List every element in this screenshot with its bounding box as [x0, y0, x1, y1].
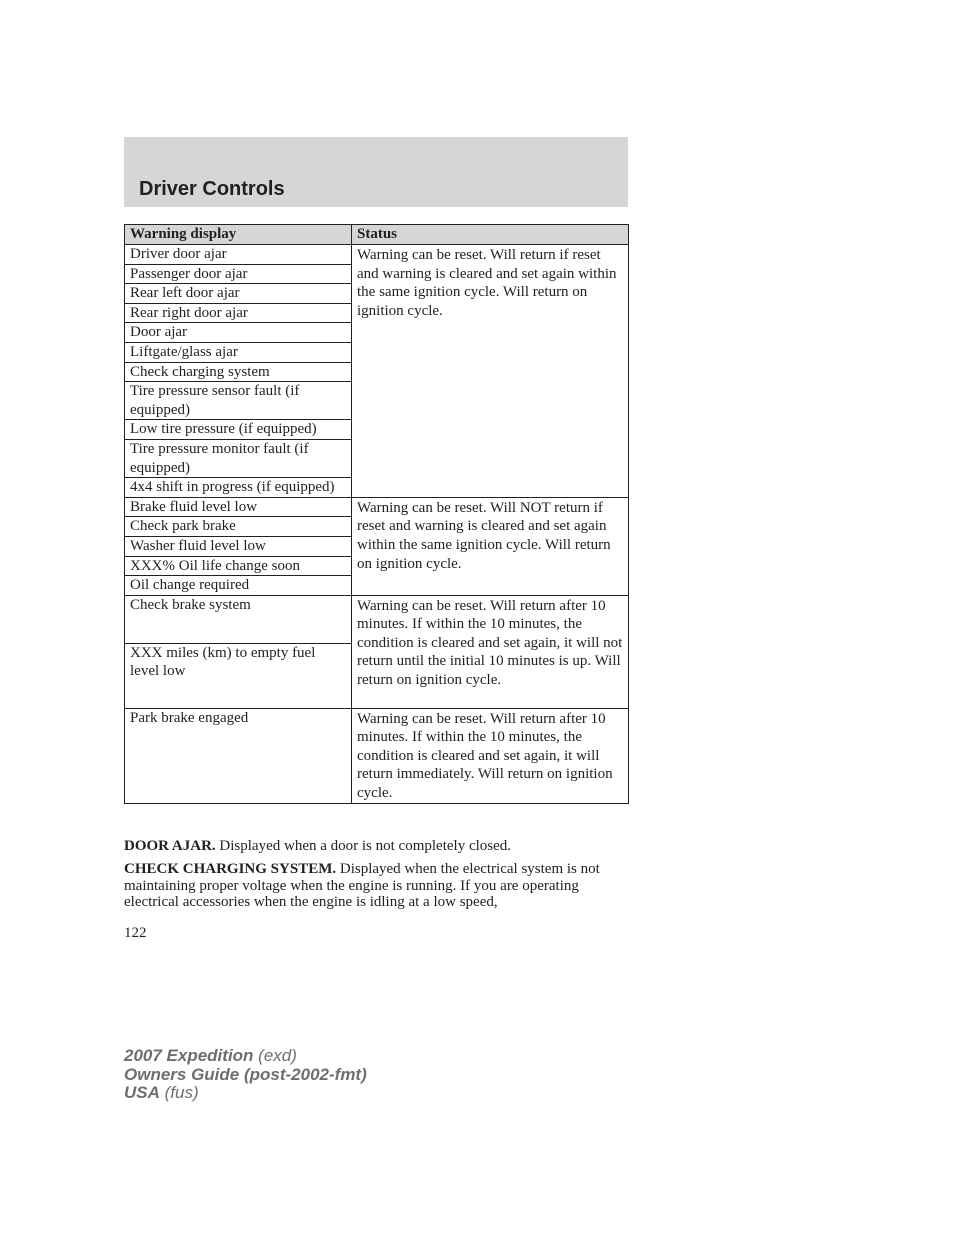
warning-cell: Door ajar [125, 323, 352, 343]
footer-line-2: Owners Guide (post-2002-fmt) [124, 1064, 367, 1084]
status-cell: Warning can be reset. Will return after 10 minutes. If within the 10 minutes, the condition is cleared and set again, it will not return until the initial 10 minutes is up. Will return on ignition cycle. [352, 595, 629, 708]
table-header-row [125, 225, 629, 245]
check-charging-term: CHECK CHARGING SYSTEM. [124, 861, 337, 877]
warning-cell: XXX miles (km) to empty fuel level low [125, 643, 352, 708]
table-row [125, 708, 629, 803]
door-ajar-paragraph [124, 838, 628, 855]
warning-cell: Passenger door ajar [125, 264, 352, 284]
footer-line-1 [124, 1047, 367, 1066]
page-number: 122 [124, 925, 147, 941]
warning-cell: Driver door ajar [125, 245, 352, 265]
door-ajar-term: DOOR AJAR. [124, 838, 216, 854]
check-charging-text: Displayed when the electrical system is not maintaining proper voltage when the engine is running. If you are operating electrical accessories when the engine is idling at a low speed, [124, 861, 600, 910]
check-charging-paragraph [124, 861, 628, 911]
warning-cell: Oil change required [125, 576, 352, 596]
warning-cell: Rear right door ajar [125, 303, 352, 323]
warning-cell: Check brake system [125, 595, 352, 643]
warning-cell: XXX% Oil life change soon [125, 556, 352, 576]
warning-cell: Liftgate/glass ajar [125, 342, 352, 362]
warning-cell: Check park brake [125, 517, 352, 537]
warning-cell: Park brake engaged [125, 708, 352, 803]
warning-cell: Brake fluid level low [125, 497, 352, 517]
warning-cell: Check charging system [125, 362, 352, 382]
warning-cell: Washer fluid level low [125, 536, 352, 556]
table-row [125, 245, 629, 265]
document-footer [124, 1047, 367, 1103]
warning-display-table [124, 224, 629, 804]
footer-model: 2007 Expedition [124, 1046, 254, 1065]
status-cell: Warning can be reset. Will return after 10 minutes. If within the 10 minutes, the condition is cleared and set again, it will return immediately. Will return on ignition cycle. [352, 708, 629, 803]
column-header-status: Status [352, 225, 629, 245]
table-row [125, 595, 629, 643]
warning-cell: Tire pressure monitor fault (if equipped) [125, 439, 352, 477]
footer-market: USA [124, 1083, 160, 1102]
status-cell: Warning can be reset. Will return if reset and warning is cleared and set again within the same ignition cycle. Will return on ignition cycle. [352, 245, 629, 498]
section-header-band [124, 137, 628, 207]
section-title: Driver Controls [139, 178, 285, 200]
footer-market-code: (fus) [159, 1083, 199, 1102]
warning-cell: 4x4 shift in progress (if equipped) [125, 478, 352, 498]
warning-cell: Low tire pressure (if equipped) [125, 420, 352, 440]
column-header-warning-display: Warning display [125, 225, 352, 245]
door-ajar-text: Displayed when a door is not completely closed. [215, 838, 512, 854]
footer-model-code: (exd) [253, 1046, 297, 1065]
status-cell: Warning can be reset. Will NOT return if reset and warning is cleared and set again within the same ignition cycle. Will return on ignition cycle. [352, 497, 629, 595]
warning-cell: Rear left door ajar [125, 284, 352, 304]
footer-line-3 [124, 1084, 367, 1103]
table-row [125, 497, 629, 517]
warning-cell: Tire pressure sensor fault (if equipped) [125, 382, 352, 420]
